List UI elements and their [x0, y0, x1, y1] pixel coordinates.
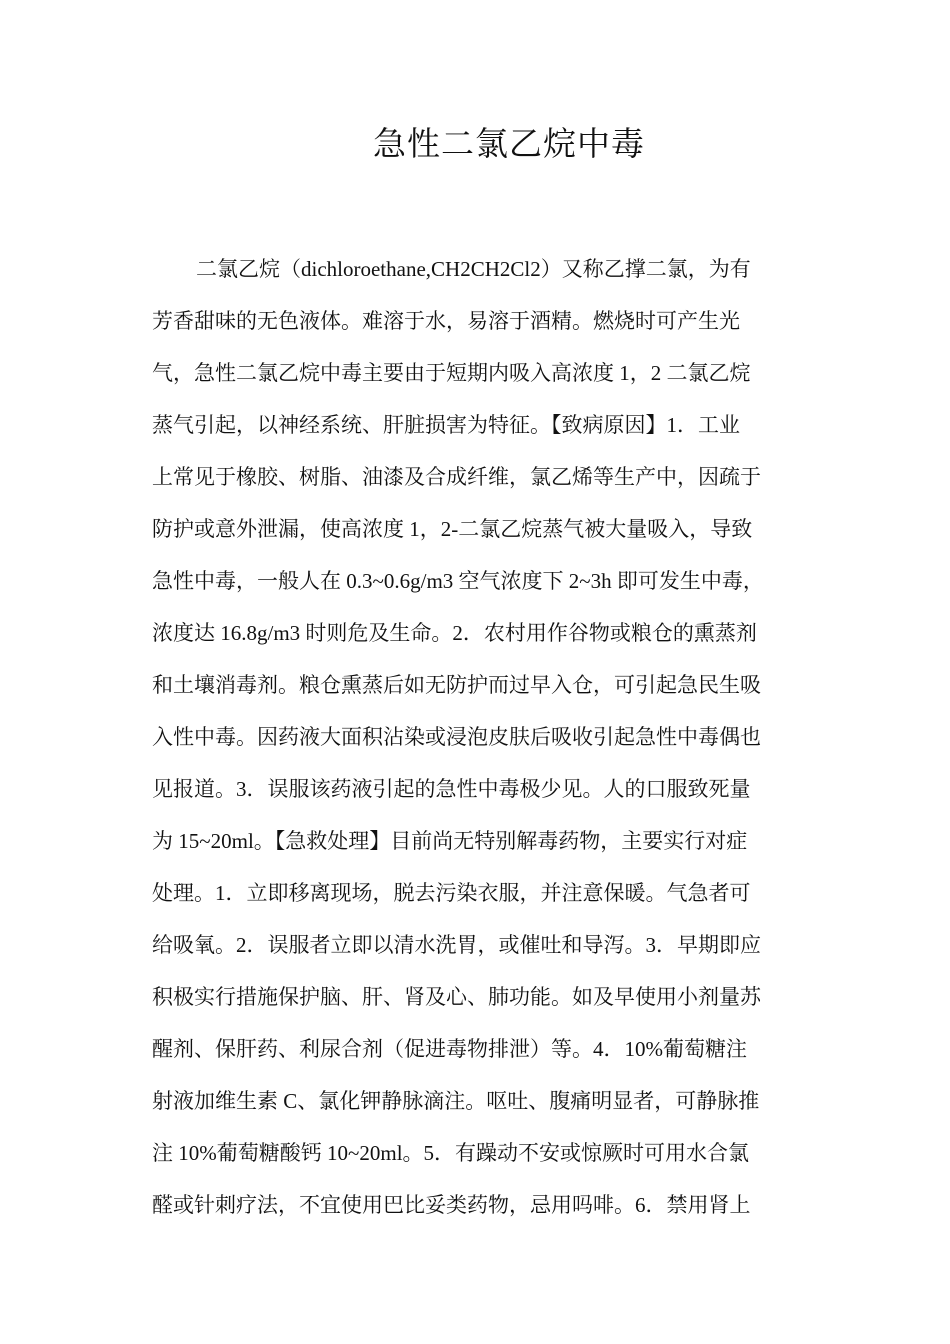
document-body — [152, 243, 812, 1231]
body-line: 处理。1．立即移离现场，脱去污染衣服，并注意保暖。气急者可 — [152, 881, 751, 905]
body-line: 二氯乙烷（dichloroethane,CH2CH2Cl2）又称乙撑二氯，为有 — [196, 257, 751, 281]
body-line: 给吸氧。2．误服者立即以清水洗胃，或催吐和导泻。3．早期即应 — [152, 933, 761, 957]
body-line: 蒸气引起，以神经系统、肝脏损害为特征。【致病原因】1．工业 — [152, 413, 740, 437]
body-line: 入性中毒。因药液大面积沾染或浸泡皮肤后吸收引起急性中毒偶也 — [152, 725, 761, 749]
document-title: 急性二氯乙烷中毒 — [373, 124, 645, 163]
body-line: 醛或针刺疗法，不宜使用巴比妥类药物，忌用吗啡。6．禁用肾上 — [152, 1193, 751, 1217]
body-line: 积极实行措施保护脑、肝、肾及心、肺功能。如及早使用小剂量苏 — [152, 985, 761, 1009]
body-line: 浓度达 16.8g/m3 时则危及生命。2．农村用作谷物或粮仓的熏蒸剂 — [152, 621, 757, 645]
body-line: 上常见于橡胶、树脂、油漆及合成纤维，氯乙烯等生产中，因疏于 — [152, 465, 761, 489]
body-line: 急性中毒，一般人在 0.3~0.6g/m3 空气浓度下 2~3h 即可发生中毒， — [152, 569, 764, 593]
body-line: 气，急性二氯乙烷中毒主要由于短期内吸入高浓度 1，2 二氯乙烷 — [152, 361, 751, 385]
body-line: 防护或意外泄漏，使高浓度 1，2-二氯乙烷蒸气被大量吸入，导致 — [152, 517, 753, 541]
body-line: 醒剂、保肝药、利尿合剂（促进毒物排泄）等。4．10%葡萄糖注 — [152, 1037, 747, 1061]
body-line: 为 15~20ml。【急救处理】目前尚无特别解毒药物，主要实行对症 — [152, 829, 748, 853]
body-line: 注 10%葡萄糖酸钙 10~20ml。5．有躁动不安或惊厥时可用水合氯 — [152, 1141, 750, 1165]
body-line: 和土壤消毒剂。粮仓熏蒸后如无防护而过早入仓，可引起急民生吸 — [152, 673, 761, 697]
body-line: 见报道。3．误服该药液引起的急性中毒极少见。人的口服致死量 — [152, 777, 751, 801]
body-line: 芳香甜味的无色液体。难溶于水，易溶于酒精。燃烧时可产生光 — [152, 309, 740, 333]
body-line: 射液加维生素 C、氯化钾静脉滴注。呕吐、腹痛明显者，可静脉推 — [152, 1089, 760, 1113]
